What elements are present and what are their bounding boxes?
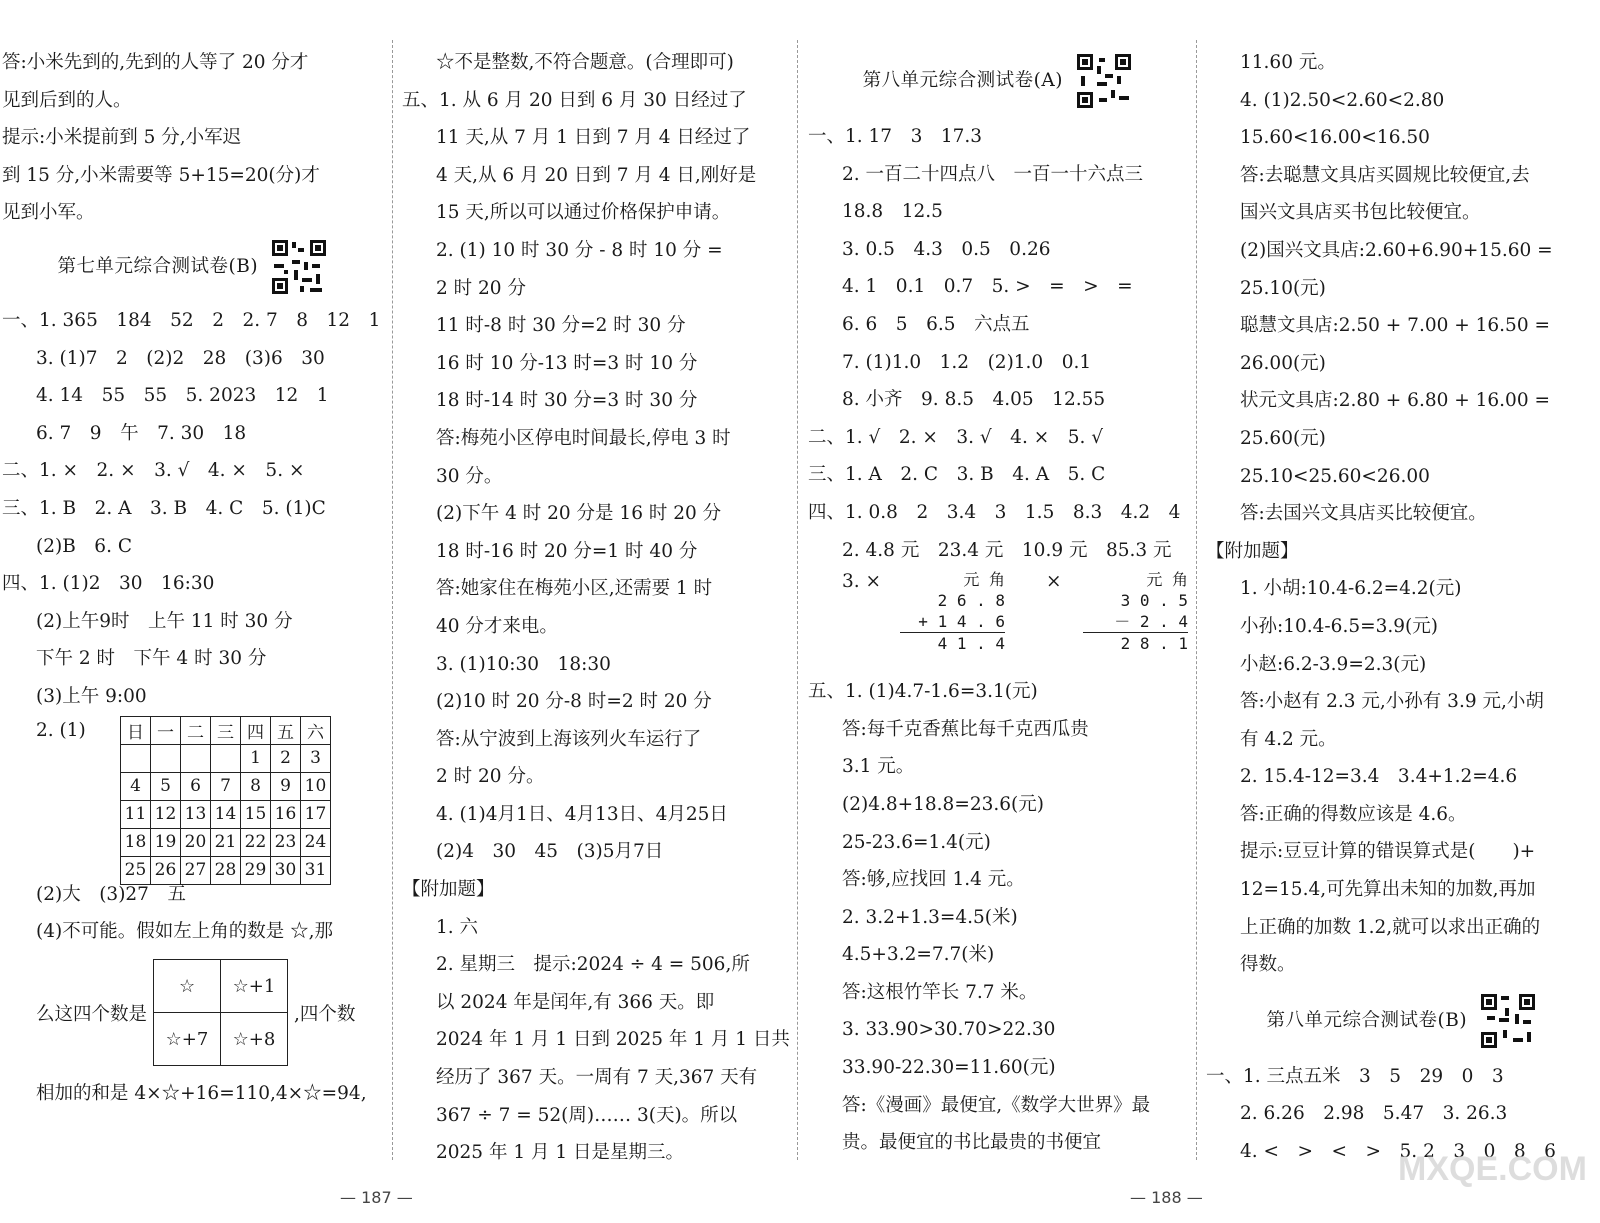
text-line: 四、1. 0.8 2 3.4 3 1.5 8.3 4.2 4 xyxy=(808,501,1181,523)
text-line: 五、1. (1)4.7-1.6=3.1(元) xyxy=(808,681,1038,703)
text-line: 国兴文具店买书包比较便宜。 xyxy=(1240,202,1481,224)
text-line: (2)10 时 20 分-8 时=2 时 20 分 xyxy=(436,691,712,713)
text-line: 2. 6.26 2.98 5.47 3. 26.3 xyxy=(1240,1103,1508,1125)
text-line: (2)4.8+18.8=23.6(元) xyxy=(842,793,1044,815)
text-line: 4. (1)4月1日、4月13日、4月25日 xyxy=(436,803,728,825)
grid-cell: ☆+8 xyxy=(221,1013,288,1066)
text-line: 8. 小齐 9. 8.5 4.05 12.55 xyxy=(842,389,1106,411)
calendar-day-cell: 27 xyxy=(181,856,211,884)
text-line: 下午 2 时 下午 4 时 30 分 xyxy=(36,648,267,670)
calendar-day-cell: 29 xyxy=(241,856,271,884)
text-line: (2)上午9时 上午 11 时 30 分 xyxy=(36,610,293,632)
text-line: 聪慧文具店:2.50 + 7.00 + 16.50 = xyxy=(1240,315,1550,337)
text-line: 2024 年 1 月 1 日到 2025 年 1 月 1 日共 xyxy=(436,1029,790,1051)
calendar-day-cell: 11 xyxy=(121,800,151,828)
calendar-day-cell: 3 xyxy=(301,744,331,772)
text-line: (2)国兴文具店:2.60+6.90+15.60 = xyxy=(1240,239,1553,261)
watermark-logo: MXQE.COM xyxy=(1398,1150,1587,1188)
text-line: 2 时 20 分。 xyxy=(436,766,545,788)
calendar-day-cell: 21 xyxy=(211,828,241,856)
text-line: 2. 15.4-12=3.4 3.4+1.2=4.6 xyxy=(1240,766,1518,788)
calendar-day-cell: 24 xyxy=(301,828,331,856)
calc-result: 4 1 . 4 xyxy=(900,632,1005,654)
text-line: ☆不是整数,不符合题意。(合理即可) xyxy=(436,52,734,73)
text-line: 25-23.6=1.4(元) xyxy=(842,831,991,853)
calendar-header-cell: 四 xyxy=(241,716,271,744)
calendar-day-cell: 15 xyxy=(241,800,271,828)
question-mark-x: × xyxy=(1046,571,1062,593)
text-line: 4. 1 0.1 0.7 5. > = > = xyxy=(842,276,1133,298)
text-line: 三、1. B 2. A 3. B 4. C 5. (1)C xyxy=(2,497,326,519)
text-line: (2)4 30 45 (3)5月7日 xyxy=(436,841,664,863)
grid-cell: ☆+1 xyxy=(221,960,288,1013)
calendar-day-cell: 31 xyxy=(301,856,331,884)
calendar-day-cell: 14 xyxy=(211,800,241,828)
calendar-day-cell: 16 xyxy=(271,800,301,828)
text-line: 答:小赵有 2.3 元,小孙有 3.9 元,小胡 xyxy=(1240,691,1544,713)
text-line: 答:去国兴文具店买比较便宜。 xyxy=(1240,503,1487,525)
calendar-header-cell: 六 xyxy=(301,716,331,744)
calendar-day-cell: 20 xyxy=(181,828,211,856)
section-heading xyxy=(808,44,1188,118)
text-line: (2)下午 4 时 20 分是 16 时 20 分 xyxy=(436,503,722,525)
calendar-header-cell: 二 xyxy=(181,716,211,744)
grid-cell: ☆ xyxy=(154,960,221,1013)
text-line: 6. 7 9 午 7. 30 18 xyxy=(36,422,247,444)
grid-cell: ☆+7 xyxy=(154,1013,221,1066)
text-line: 25.10<25.60<26.00 xyxy=(1240,465,1430,487)
text-line: 40 分才来电。 xyxy=(436,615,558,637)
calendar-day-cell: 26 xyxy=(151,856,181,884)
text-line: 4. 14 55 55 5. 2023 12 1 xyxy=(36,385,329,407)
calendar-day-cell xyxy=(121,744,151,772)
calendar-day-cell: 5 xyxy=(151,772,181,800)
qr-code-icon[interactable] xyxy=(1075,52,1133,110)
calendar-day-cell: 6 xyxy=(181,772,211,800)
text-line: 3. 0.5 4.3 0.5 0.26 xyxy=(842,238,1051,260)
text-line: 33.90-22.30=11.60(元) xyxy=(842,1057,1056,1079)
calendar-day-cell: 4 xyxy=(121,772,151,800)
text-line: 2. 星期三 提示:2024 ÷ 4 = 506,所 xyxy=(436,954,750,976)
text-line: 11 天,从 7 月 1 日到 7 月 4 日经过了 xyxy=(436,127,751,149)
text-line: 见到小军。 xyxy=(2,202,95,224)
text-line: 四、1. (1)2 30 16:30 xyxy=(2,573,215,595)
calendar-day-cell: 19 xyxy=(151,828,181,856)
text-line: 15.60<16.00<16.50 xyxy=(1240,127,1430,149)
answer-column-1 xyxy=(2,44,384,1112)
text-line: 贵。最便宜的书比最贵的书便宜 xyxy=(842,1132,1102,1154)
calendar-header-cell: 三 xyxy=(211,716,241,744)
text-line: 答:去聪慧文具店买圆规比较便宜,去 xyxy=(1240,164,1530,186)
text-line: 4. (1)2.50<2.60<2.80 xyxy=(1240,89,1445,111)
bonus-heading: 【附加题】 xyxy=(402,879,495,901)
text-line: 11.60 元。 xyxy=(1240,52,1336,73)
section-heading-text: 第七单元综合测试卷(B) xyxy=(57,255,259,277)
text-line: 状元文具店:2.80 + 6.80 + 16.00 = xyxy=(1240,390,1550,412)
calendar-day-cell: 25 xyxy=(121,856,151,884)
calendar-day-cell: 1 xyxy=(241,744,271,772)
text-line: 2. 一百二十四点八 一百一十六点三 xyxy=(842,163,1144,185)
text-line: 一、1. 365 184 52 2 2. 7 8 12 1 xyxy=(2,309,381,331)
calc-header: 元 角 xyxy=(1146,570,1188,590)
text-line: 3. 33.90>30.70>22.30 xyxy=(842,1019,1056,1041)
calendar-header-cell: 日 xyxy=(121,716,151,744)
text-line: 2. 4.8 元 23.4 元 10.9 元 85.3 元 xyxy=(842,539,1172,561)
text-fragment: 么这四个数是 xyxy=(36,1003,148,1025)
calendar-row xyxy=(121,828,331,856)
calendar-day-cell: 2 xyxy=(271,744,301,772)
text-line: 以 2024 年是闰年,有 366 天。即 xyxy=(436,991,715,1013)
section-heading-text: 第八单元综合测试卷(A) xyxy=(862,70,1063,91)
page-number-right: — 188 — xyxy=(1130,1188,1203,1207)
text-line: 1. 六 xyxy=(436,916,479,938)
calc-operand: + 1 4 . 6 xyxy=(918,612,1005,632)
text-line: 答:正确的得数应该是 4.6。 xyxy=(1240,803,1467,825)
text-line: 4.5+3.2=7.7(米) xyxy=(842,944,995,966)
text-line: 上正确的加数 1.2,就可以求出正确的 xyxy=(1240,916,1541,938)
calendar-day-cell: 28 xyxy=(211,856,241,884)
text-line: 到 15 分,小米需要等 5+15=20(分)才 xyxy=(2,164,320,186)
calendar-day-cell: 17 xyxy=(301,800,331,828)
text-line: 经历了 367 天。一周有 7 天,367 天有 xyxy=(436,1067,758,1089)
calendar-day-cell: 12 xyxy=(151,800,181,828)
text-line: 12=15.4,可先算出未知的加数,再加 xyxy=(1240,879,1536,901)
answer-column-2 xyxy=(402,44,790,1172)
text-line: 18.8 12.5 xyxy=(842,201,943,223)
text-line: 答:梅苑小区停电时间最长,停电 3 时 xyxy=(436,427,731,449)
text-fragment: ,四个数 xyxy=(294,1003,356,1025)
calendar-day-cell xyxy=(181,744,211,772)
text-line: 二、1. × 2. × 3. √ 4. × 5. × xyxy=(2,460,305,482)
calendar-day-cell: 23 xyxy=(271,828,301,856)
calendar-header-cell: 五 xyxy=(271,716,301,744)
text-line: 367 ÷ 7 = 52(周)…… 3(天)。所以 xyxy=(436,1104,738,1126)
text-line: 小赵:6.2-3.9=2.3(元) xyxy=(1240,653,1427,675)
answer-column-4 xyxy=(1206,44,1598,1171)
vertical-subtraction xyxy=(1083,569,1188,654)
grid-block xyxy=(2,951,384,1075)
qr-code-icon[interactable] xyxy=(270,238,328,296)
calendar-day-cell: 13 xyxy=(181,800,211,828)
text-line: 见到后到的人。 xyxy=(2,89,132,111)
text-line: 3. (1)10:30 18:30 xyxy=(436,653,611,675)
calendar-day-cell: 7 xyxy=(211,772,241,800)
calendar-row xyxy=(121,744,331,772)
text-line: 答:她家住在梅苑小区,还需要 1 时 xyxy=(436,578,713,600)
text-line: 25.60(元) xyxy=(1240,427,1326,449)
page-number-left: — 187 — xyxy=(340,1188,413,1207)
calendar-day-cell: 22 xyxy=(241,828,271,856)
calendar-day-cell: 30 xyxy=(271,856,301,884)
text-line: 2. 3.2+1.3=4.5(米) xyxy=(842,906,1018,928)
text-line: 有 4.2 元。 xyxy=(1240,728,1337,750)
calendar-day-cell xyxy=(151,744,181,772)
text-line: (2)大 (3)27 五 xyxy=(36,883,186,905)
text-line: 二、1. √ 2. × 3. √ 4. × 5. √ xyxy=(808,426,1104,448)
text-line: 1. 小胡:10.4-6.2=4.2(元) xyxy=(1240,578,1462,600)
calc-result: 2 8 . 1 xyxy=(1083,632,1188,654)
calendar-day-cell: 8 xyxy=(241,772,271,800)
calendar-day-cell: 10 xyxy=(301,772,331,800)
calendar-day-cell: 18 xyxy=(121,828,151,856)
calc-header: 元 角 xyxy=(963,570,1005,590)
text-line: 小孙:10.4-6.5=3.9(元) xyxy=(1240,615,1438,637)
text-line: (3)上午 9:00 xyxy=(36,685,147,707)
calendar-table xyxy=(120,716,331,885)
text-line: 三、1. A 2. C 3. B 4. A 5. C xyxy=(808,464,1106,486)
qr-code-icon[interactable] xyxy=(1479,992,1537,1050)
text-line: 答:《漫画》最便宜,《数学大世界》最 xyxy=(842,1094,1151,1116)
calc-operand: 2 6 . 8 xyxy=(937,591,1005,611)
text-line: 7. (1)1.0 1.2 (2)1.0 0.1 xyxy=(842,351,1092,373)
vertical-addition xyxy=(900,569,1005,654)
calendar-day-cell: 9 xyxy=(271,772,301,800)
calendar-row xyxy=(121,800,331,828)
text-line: 答:小米先到的,先到的人等了 20 分才 xyxy=(2,52,309,73)
text-line: 4. < > < > 5. 2 3 0 8 6 xyxy=(1240,1141,1556,1163)
text-line: 答:这根竹竿长 7.7 米。 xyxy=(842,981,1038,1003)
calendar-header-cell: 一 xyxy=(151,716,181,744)
text-line: 答:从宁波到上海该列火车运行了 xyxy=(436,728,702,750)
text-line: 一、1. 17 3 17.3 xyxy=(808,126,983,147)
question-label: 3. × xyxy=(842,571,882,593)
hint-line: 提示:小米提前到 5 分,小军迟 xyxy=(2,127,242,149)
calendar-row xyxy=(121,772,331,800)
text-line: 答:每千克香蕉比每千克西瓜贵 xyxy=(842,718,1089,740)
text-line: 25.10(元) xyxy=(1240,277,1326,299)
question-label: 2. (1) xyxy=(36,719,86,741)
text-line: 4 天,从 6 月 20 日到 7 月 4 日,刚好是 xyxy=(436,164,757,186)
calc-operand: 3 0 . 5 xyxy=(1120,591,1188,611)
calendar-day-cell xyxy=(211,744,241,772)
text-line: 18 时-16 时 20 分=1 时 40 分 xyxy=(436,540,698,562)
text-line: 16 时 10 分-13 时=3 时 10 分 xyxy=(436,352,698,374)
text-line: 18 时-14 时 30 分=3 时 30 分 xyxy=(436,390,698,412)
answer-column-3 xyxy=(808,44,1188,1162)
number-grid xyxy=(153,959,288,1066)
gutter-divider xyxy=(797,40,798,1160)
text-line: 6. 6 5 6.5 六点五 xyxy=(842,313,1030,335)
text-line: 五、1. 从 6 月 20 日到 6 月 30 日经过了 xyxy=(402,89,747,111)
text-line: (4)不可能。假如左上角的数是 ☆,那 xyxy=(36,921,333,943)
calendar-block xyxy=(2,716,384,880)
text-line: 2 时 20 分 xyxy=(436,277,526,299)
column-divider xyxy=(1196,40,1197,1160)
calc-operand: － 2 . 4 xyxy=(1114,612,1188,632)
vertical-calculation-block xyxy=(808,569,1188,673)
text-line: 3.1 元。 xyxy=(842,756,915,778)
text-line: 2. (1) 10 时 30 分 - 8 时 10 分 = xyxy=(436,239,723,261)
bonus-heading: 【附加题】 xyxy=(1206,540,1299,562)
text-line: 2025 年 1 月 1 日是星期三。 xyxy=(436,1142,685,1164)
text-line: 15 天,所以可以通过价格保护申请。 xyxy=(436,202,731,224)
text-line: 相加的和是 4×☆+16=110,4×☆=94, xyxy=(36,1082,367,1104)
text-line: 11 时-8 时 30 分=2 时 30 分 xyxy=(436,315,686,337)
text-line: 答:够,应找回 1.4 元。 xyxy=(842,869,1025,891)
text-line: 得数。 xyxy=(1240,954,1296,976)
text-line: (2)B 6. C xyxy=(36,535,132,557)
section-heading xyxy=(1206,984,1598,1058)
column-divider xyxy=(392,40,393,1160)
text-line: 26.00(元) xyxy=(1240,352,1326,374)
hint-line: 提示:豆豆计算的错误算式是( )+ xyxy=(1240,841,1536,863)
section-heading-text: 第八单元综合测试卷(B) xyxy=(1266,1009,1468,1031)
section-heading xyxy=(2,232,384,302)
text-line: 一、1. 三点五米 3 5 29 0 3 xyxy=(1206,1065,1504,1087)
text-line: 3. (1)7 2 (2)2 28 (3)6 30 xyxy=(36,347,325,369)
text-line: 30 分。 xyxy=(436,465,503,487)
